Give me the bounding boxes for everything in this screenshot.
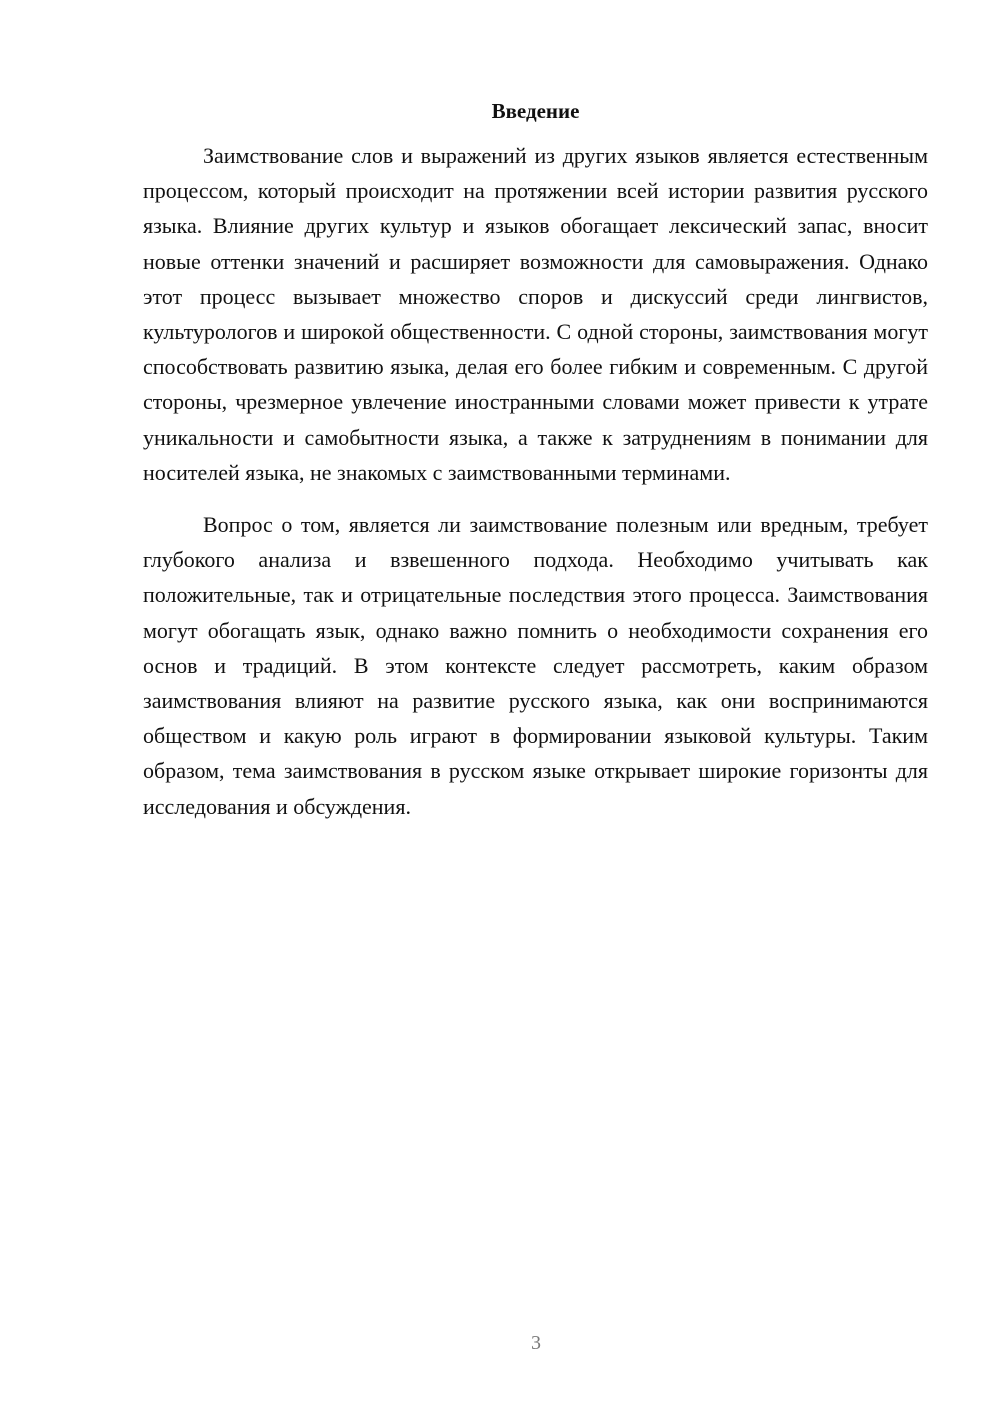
page-number: 3 — [531, 1332, 541, 1354]
paragraph-1: Заимствование слов и выражений из других языков является естественным процессом, который происходит на протяжении всей истории развития русского языка. Влияние других культур и языков обогащает лексический запас, вносит новые оттенки значений и расширяет возможности для самовыражения. Однако этот процесс вызывает множество споров и дискуссий среди лингвистов, культурологов и широкой общественности. С одной стороны, заимствования могут способствовать развитию языка, делая его более гибким и современным. С другой стороны, чрезмерное увлечение иностранными словами может привести к утрате уникальности и самобытности языка, а также к затруднениям в понимании для носителей языка, не знакомых с заимствованными терминами. — [143, 143, 928, 485]
section-title: Введение — [491, 99, 580, 123]
page-content — [143, 96, 928, 824]
paragraph-2: Вопрос о том, является ли заимствование полезным или вредным, требует глубокого анализа и взвешенного подхода. Необходимо учитывать как положительные, так и отрицательные последствия этого процесса. Заимствования могут обогащать язык, однако важно помнить о необходимости сохранения его основ и традиций. В этом контексте следует рассмотреть, каким образом заимствования влияют на развитие русского языка, как они воспринимаются обществом и какую роль играют в формировании языковой культуры. Таким образом, тема заимствования в русском языке открывает широкие горизонты для исследования и обсуждения. — [143, 512, 928, 819]
